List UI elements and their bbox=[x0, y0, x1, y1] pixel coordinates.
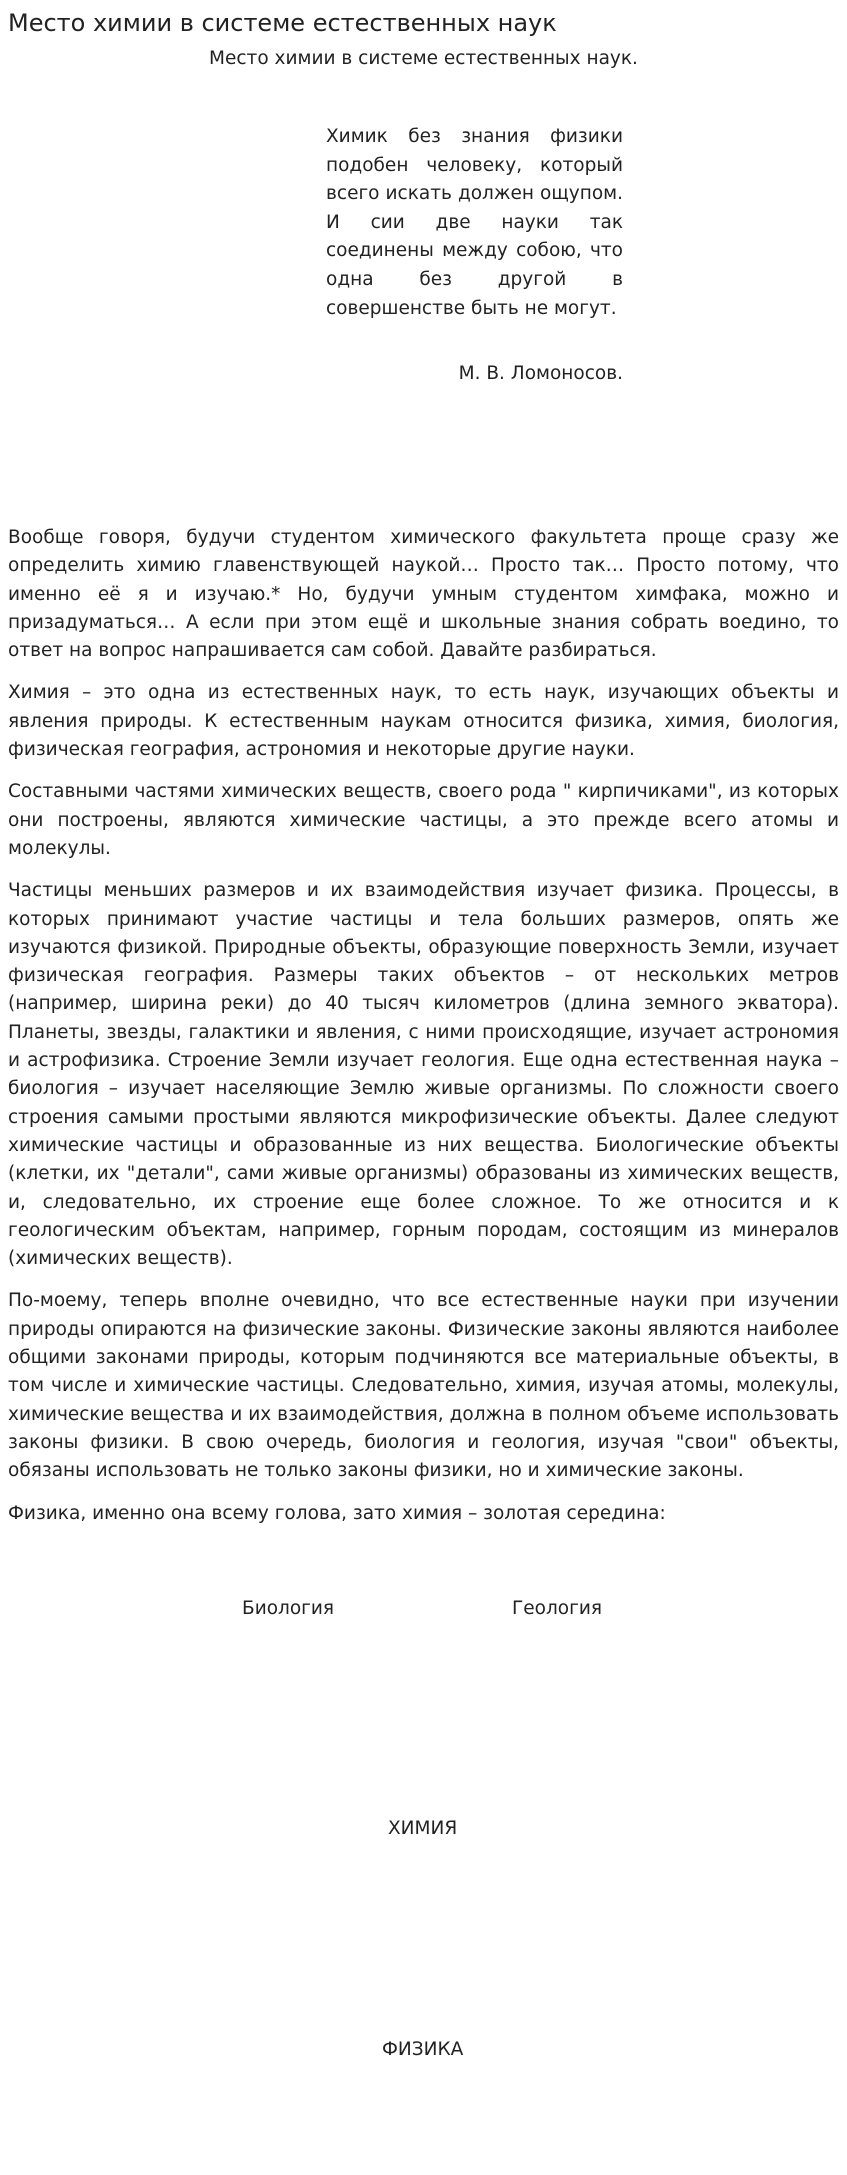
scheme-label-physics: ФИЗИКА bbox=[382, 2039, 464, 2060]
paragraph-particles: Составными частями химических веществ, своего рода " кирпичиками", из которых они построены, являются химические частицы, а это прежде всего атомы и молекулы. bbox=[8, 781, 839, 859]
paragraph-conclusion: Физика, именно она всему голова, зато химия – золотая середина: bbox=[8, 1502, 666, 1524]
paragraph-natural-sciences: Химия – это одна из естественных наук, то есть наук, изучающих объекты и явления природы. К естественным наукам относится физика, химия, биология, физическая география, астрономия и некоторые другие науки. bbox=[8, 682, 839, 761]
paragraph-sizes: Частицы меньших размеров и их взаимодействия изучает физика. Процессы, в которых принимают участие частицы и тела больших размеров, опять же изучаются физикой. Природные объекты, образующие поверхность Земли, изучает физическая география. Размеры таких объектов – от нескольких метров (например, ширина реки) до 40 тысяч километров (длина земного экватора). Планеты, звезды, галактики и явления, с ними происходящие, изучает астрономия и астрофизика. Строение Земли изучает геология. Еще одна естественная наука – биология – изучает населяющие Землю живые организмы. По сложности своего строения самыми простыми являются микрофизические объекты. Далее следуют химические частицы и образованные из них вещества. Биологические объекты (клетки, их "детали", сами живые организмы) образованы из химических веществ, и, следовательно, их строение еще более сложное. То же относится и к геологическим объектам, например, горным породам, состоящим из минералов (химических веществ). bbox=[8, 880, 839, 1270]
epigraph-author: М. В. Ломоносов. bbox=[458, 363, 623, 384]
epigraph-quote: Химик без знания физики подобен человеку, который всего искать должен ощупом. И сии две науки так соединены между собою, что одна без другой в совершенстве быть не могут. bbox=[326, 126, 623, 319]
article-body bbox=[8, 524, 839, 1528]
paragraph-physical-laws: По-моему, теперь вполне очевидно, что все естественные науки при изучении природы опираются на физические законы. Физические законы являются наиболее общими законами природы, которым подчиняются все материальные объекты, в том числе и химические частицы. Следовательно, химия, изучая атомы, молекулы, химические вещества и их взаимодействия, должна в полном объеме использовать законы физики. В свою очередь, биология и геология, изучая "свои" объекты, обязаны использовать не только законы физики, но и химические законы. bbox=[8, 1290, 839, 1482]
article-heading: Место химии в системе естественных наук. bbox=[209, 48, 638, 69]
scheme-label-chemistry: ХИМИЯ bbox=[388, 1818, 458, 1839]
page-title: Место химии в системе естественных наук bbox=[8, 9, 557, 37]
scheme-label-biology: Биология bbox=[242, 1598, 335, 1619]
paragraph-intro: Вообще говоря, будучи студентом химического факультета проще сразу же определить химию главенствующей наукой… Просто так… Просто потому, что именно её я и изучаю.* Но, будучи умным студентом химфака, можно и призадуматься… А если при этом ещё и школьные знания собрать воедино, то ответ на вопрос напрашивается сам собой. Давайте разбираться. bbox=[8, 527, 839, 662]
scheme-label-geology: Геология bbox=[512, 1598, 602, 1619]
